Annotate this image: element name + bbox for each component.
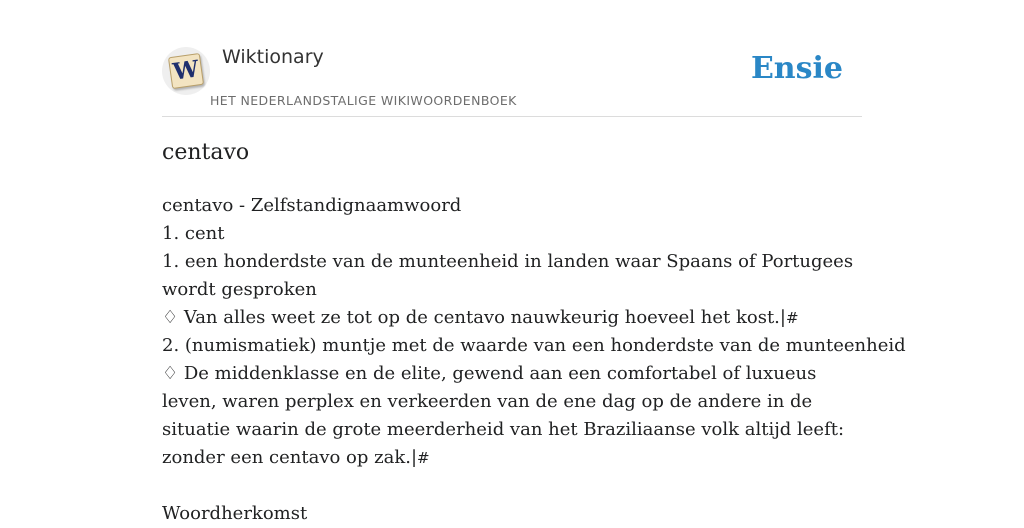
wiktionary-logo[interactable] bbox=[162, 47, 210, 95]
sense-1-definition: 1. een honderdste van de munteenheid in landen waar Spaans of Portugees wordt gesproken bbox=[162, 251, 854, 300]
example-1 bbox=[162, 304, 862, 332]
section-spacer bbox=[162, 472, 862, 500]
etymology-heading: Woordherkomst bbox=[162, 503, 308, 524]
entry-title: centavo bbox=[162, 140, 250, 165]
example-1-link[interactable]: # bbox=[785, 309, 799, 327]
sense-1-label: 1. cent bbox=[162, 223, 225, 244]
example-1-text: ♢ Van alles weet ze tot op de centavo nauwkeurig hoeveel het kost.| bbox=[162, 307, 786, 328]
wiktionary-w-tile-icon: W bbox=[168, 53, 204, 89]
site-name[interactable]: Wiktionary bbox=[222, 46, 324, 68]
ensie-brand-link[interactable]: Ensie bbox=[750, 51, 843, 86]
example-2-link[interactable]: # bbox=[417, 449, 430, 467]
site-subtitle: HET NEDERLANDSTALIGE WIKIWOORDENBOEK bbox=[210, 93, 517, 108]
part-of-speech-line: centavo - Zelfstandignaamwoord bbox=[162, 195, 462, 216]
page bbox=[162, 0, 906, 524]
entry-content bbox=[162, 192, 906, 528]
example-2-text: ♢ De middenklasse en de elite, gewend aan een comfortabel of luxueus leven, waren perplex en verkeerden van de ene dag op de andere in de situatie waarin de grote meerderheid van het Braziliaanse volk altijd leeft: zonder een centavo op zak.| bbox=[162, 363, 845, 468]
site-header bbox=[162, 0, 862, 117]
example-2 bbox=[162, 360, 862, 472]
sense-2-definition: 2. (numismatiek) muntje met de waarde van een honderdste van de munteenheid bbox=[162, 335, 906, 356]
